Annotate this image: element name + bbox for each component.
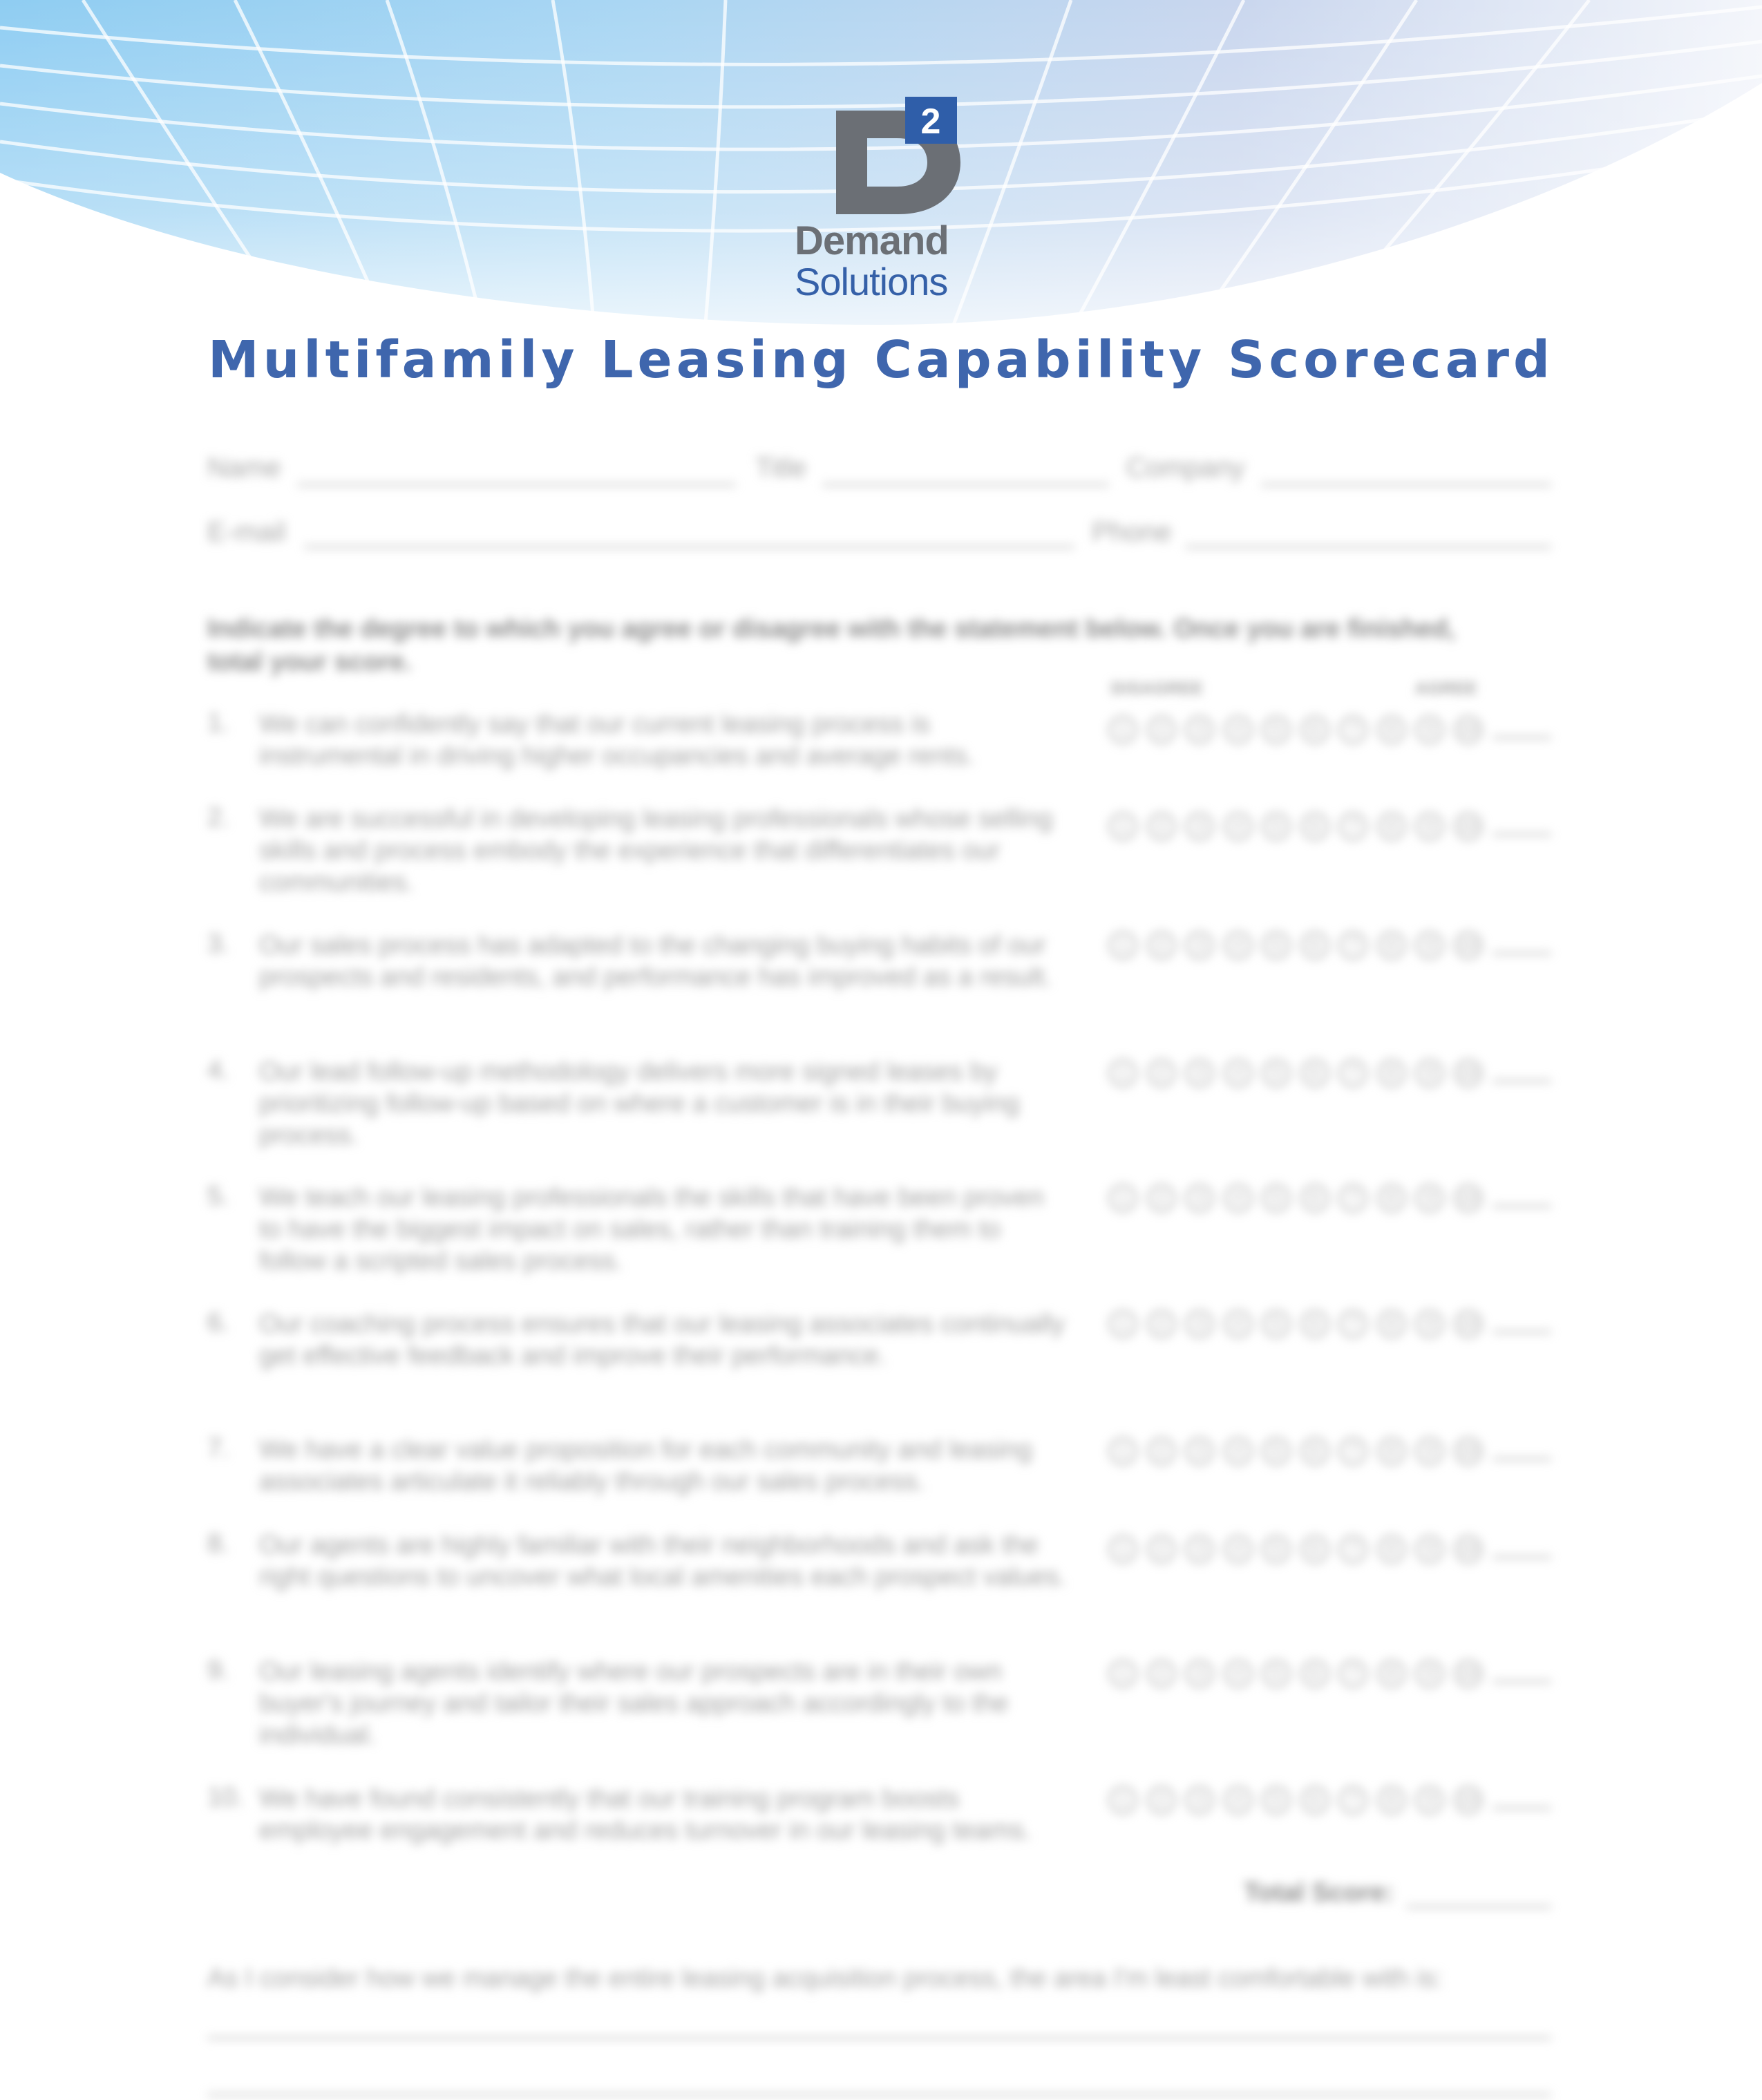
rating-option[interactable]: 10 (1455, 716, 1482, 744)
question-number: 2. (207, 803, 229, 832)
question-text: Our sales process has adapted to the changing buying habits of our prospects and residents, and performance has improved as a result. (259, 931, 1052, 992)
score-field[interactable] (1493, 833, 1551, 835)
rating-option[interactable]: 3 (1186, 1310, 1213, 1338)
rating-option[interactable]: 1 (1109, 813, 1137, 840)
instructions-text: Indicate the degree to which you agree or disagree with the statement below. Once you are finished, total your score. (207, 614, 1456, 677)
rating-option[interactable]: 10 (1455, 1660, 1482, 1687)
rating-option[interactable]: 2 (1148, 1437, 1175, 1465)
rating-option[interactable]: 5 (1262, 1660, 1290, 1687)
total-score-label: Total Score: (1244, 1878, 1394, 1907)
rating-option[interactable]: 7 (1339, 931, 1367, 959)
rating-option[interactable]: 8 (1378, 716, 1405, 744)
question-text: Our lead follow-up methodology delivers more signed leases by prioritizing follow-up based on where a customer is in their buying process. (259, 1057, 1020, 1150)
rating-scale (1109, 1660, 1482, 1692)
rating-option[interactable]: 10 (1455, 1437, 1482, 1465)
demand-solutions-logo (795, 93, 974, 308)
rating-option[interactable]: 4 (1224, 1660, 1252, 1687)
rating-option[interactable]: 4 (1224, 1310, 1252, 1338)
question-number: 1. (207, 708, 229, 737)
scale-high-label: AGREE (1415, 679, 1478, 698)
rating-option[interactable]: 10 (1455, 1310, 1482, 1338)
rating-option[interactable]: 4 (1224, 1535, 1252, 1563)
rating-scale (1109, 1184, 1482, 1216)
rating-option[interactable]: 7 (1339, 813, 1367, 840)
rating-option[interactable]: 1 (1109, 716, 1137, 744)
rating-scale (1109, 813, 1482, 844)
rating-option[interactable]: 7 (1339, 1310, 1367, 1338)
rating-option[interactable]: 6 (1301, 931, 1329, 959)
rating-option[interactable]: 4 (1224, 1184, 1252, 1212)
rating-option[interactable]: 2 (1148, 1184, 1175, 1212)
rating-option[interactable]: 8 (1378, 813, 1405, 840)
rating-scale (1109, 931, 1482, 963)
rating-option[interactable]: 8 (1378, 1310, 1405, 1338)
rating-option[interactable]: 6 (1301, 1310, 1329, 1338)
score-field[interactable] (1493, 1556, 1551, 1558)
rating-option[interactable]: 4 (1224, 813, 1252, 840)
rating-option[interactable]: 5 (1262, 1310, 1290, 1338)
question-text: We can confidently say that our current leasing process is instrumental in driving higher occupancies and average rents. (259, 710, 975, 770)
rating-option[interactable]: 6 (1301, 1184, 1329, 1212)
rating-option[interactable]: 10 (1455, 1786, 1482, 1814)
logo-word-demand: Demand (795, 218, 949, 263)
rating-option[interactable]: 1 (1109, 1059, 1137, 1087)
scale-low-label: DISAGREE (1111, 679, 1204, 698)
answer-line[interactable] (207, 2037, 1551, 2039)
question-number: 7. (207, 1434, 229, 1463)
rating-option[interactable]: 2 (1148, 1660, 1175, 1687)
rating-option[interactable]: 9 (1416, 813, 1443, 840)
rating-option[interactable]: 3 (1186, 716, 1213, 744)
company-label: Company (1126, 453, 1245, 483)
score-field[interactable] (1493, 1681, 1551, 1683)
rating-option[interactable]: 10 (1455, 1059, 1482, 1087)
rating-option[interactable]: 10 (1455, 931, 1482, 959)
question-text: Our leasing agents identify where our prospects are in their own buyer's journey and tailor their sales approach accordingly to the individual. (259, 1657, 1009, 1750)
rating-scale (1109, 1786, 1482, 1818)
rating-option[interactable]: 7 (1339, 1059, 1367, 1087)
rating-option[interactable]: 5 (1262, 813, 1290, 840)
rating-option[interactable]: 1 (1109, 1535, 1137, 1563)
rating-option[interactable]: 5 (1262, 1535, 1290, 1563)
rating-option[interactable]: 9 (1416, 1437, 1443, 1465)
rating-scale (1109, 1535, 1482, 1567)
rating-option[interactable]: 9 (1416, 1310, 1443, 1338)
logo-word-solutions: Solutions (795, 260, 948, 303)
rating-option[interactable]: 5 (1262, 716, 1290, 744)
rating-option[interactable]: 8 (1378, 931, 1405, 959)
closing-prompt: As I consider how we manage the entire leasing acquisition process, the area I'm least comfortable with is: (207, 1964, 1443, 1993)
rating-option[interactable]: 9 (1416, 716, 1443, 744)
company-field[interactable] (1261, 484, 1551, 486)
rating-option[interactable]: 6 (1301, 1059, 1329, 1087)
rating-option[interactable]: 3 (1186, 931, 1213, 959)
rating-scale (1109, 716, 1482, 748)
rating-option[interactable]: 3 (1186, 1059, 1213, 1087)
rating-option[interactable]: 4 (1224, 931, 1252, 959)
rating-option[interactable]: 10 (1455, 1535, 1482, 1563)
rating-option[interactable]: 8 (1378, 1059, 1405, 1087)
rating-option[interactable]: 6 (1301, 1660, 1329, 1687)
rating-option[interactable]: 1 (1109, 1437, 1137, 1465)
rating-option[interactable]: 7 (1339, 1437, 1367, 1465)
rating-option[interactable]: 6 (1301, 1786, 1329, 1814)
rating-option[interactable]: 6 (1301, 1437, 1329, 1465)
title-field[interactable] (822, 484, 1109, 486)
rating-option[interactable]: 9 (1416, 1535, 1443, 1563)
rating-option[interactable]: 5 (1262, 1437, 1290, 1465)
score-field[interactable] (1493, 737, 1551, 739)
question-number: 10. (207, 1783, 244, 1812)
rating-option[interactable]: 10 (1455, 813, 1482, 840)
phone-label: Phone (1092, 517, 1172, 547)
rating-option[interactable]: 9 (1416, 1059, 1443, 1087)
score-field[interactable] (1493, 1205, 1551, 1207)
rating-option[interactable]: 2 (1148, 1786, 1175, 1814)
rating-option[interactable]: 7 (1339, 1660, 1367, 1687)
rating-option[interactable]: 6 (1301, 1535, 1329, 1563)
rating-option[interactable]: 2 (1148, 1310, 1175, 1338)
rating-option[interactable]: 10 (1455, 1184, 1482, 1212)
rating-option[interactable]: 9 (1416, 1786, 1443, 1814)
question-number: 5. (207, 1182, 229, 1211)
answer-line[interactable] (207, 2094, 1551, 2096)
rating-scale (1109, 1310, 1482, 1342)
score-field[interactable] (1493, 1080, 1551, 1082)
rating-option[interactable]: 4 (1224, 716, 1252, 744)
question-number: 4. (207, 1056, 229, 1085)
score-field[interactable] (1493, 1458, 1551, 1460)
rating-option[interactable]: 4 (1224, 1437, 1252, 1465)
rating-option[interactable]: 7 (1339, 1786, 1367, 1814)
score-field[interactable] (1493, 952, 1551, 954)
rating-option[interactable]: 6 (1301, 716, 1329, 744)
email-label: E-mail (207, 517, 286, 547)
rating-scale (1109, 1437, 1482, 1469)
rating-option[interactable]: 7 (1339, 1535, 1367, 1563)
rating-option[interactable]: 9 (1416, 931, 1443, 959)
page-title: Multifamily Leasing Capability Scorecard (207, 330, 1555, 390)
question-text: We have a clear value proposition for each community and leasing associates articulate it reliably through our sales process. (259, 1435, 1032, 1496)
rating-option[interactable]: 1 (1109, 1310, 1137, 1338)
logo-mark-digit: 2 (920, 102, 941, 142)
rating-option[interactable]: 8 (1378, 1786, 1405, 1814)
rating-option[interactable]: 2 (1148, 813, 1175, 840)
rating-option[interactable]: 5 (1262, 1184, 1290, 1212)
rating-option[interactable]: 2 (1148, 1059, 1175, 1087)
rating-option[interactable]: 5 (1262, 931, 1290, 959)
score-field[interactable] (1493, 1807, 1551, 1809)
total-score-field[interactable] (1406, 1906, 1551, 1908)
rating-option[interactable]: 3 (1186, 1184, 1213, 1212)
question-text: We teach our leasing professionals the skills that have been proven to have the biggest impact on sales, rather than training them to follow a scripted sales process. (259, 1183, 1044, 1276)
email-field[interactable] (304, 546, 1074, 548)
rating-option[interactable]: 8 (1378, 1660, 1405, 1687)
rating-option[interactable]: 4 (1224, 1786, 1252, 1814)
rating-option[interactable]: 8 (1378, 1535, 1405, 1563)
rating-option[interactable]: 4 (1224, 1059, 1252, 1087)
rating-option[interactable]: 7 (1339, 716, 1367, 744)
question-text: Our coaching process ensures that our leasing associates continually get effective feedback and improve their performance. (259, 1309, 1065, 1370)
rating-option[interactable]: 6 (1301, 813, 1329, 840)
rating-option[interactable]: 3 (1186, 1786, 1213, 1814)
rating-option[interactable]: 1 (1109, 1786, 1137, 1814)
d2-logo-mark (836, 93, 967, 218)
score-field[interactable] (1493, 1331, 1551, 1333)
rating-option[interactable]: 3 (1186, 813, 1213, 840)
rating-option[interactable]: 1 (1109, 1660, 1137, 1687)
question-text: Our agents are highly familiar with their neighborhoods and ask the right questions to uncover what local amenities each prospect values. (259, 1531, 1067, 1591)
question-text: We have found consistently that our training program boosts employee engagement and reduces turnover in our leasing teams. (259, 1784, 1032, 1845)
question-number: 3. (207, 929, 229, 958)
rating-scale (1109, 1059, 1482, 1091)
question-number: 8. (207, 1529, 229, 1558)
question-number: 6. (207, 1308, 229, 1337)
name-label: Name (207, 453, 281, 483)
question-number: 9. (207, 1656, 229, 1685)
rating-option[interactable]: 9 (1416, 1184, 1443, 1212)
rating-option[interactable]: 2 (1148, 931, 1175, 959)
rating-option[interactable]: 2 (1148, 716, 1175, 744)
phone-field[interactable] (1185, 546, 1551, 548)
rating-option[interactable]: 1 (1109, 931, 1137, 959)
rating-option[interactable]: 1 (1109, 1184, 1137, 1212)
rating-option[interactable]: 7 (1339, 1184, 1367, 1212)
question-text: We are successful in developing leasing professionals whose selling skills and process embody the experience that differentiates our communities. (259, 804, 1053, 897)
rating-option[interactable]: 9 (1416, 1660, 1443, 1687)
rating-option[interactable]: 8 (1378, 1184, 1405, 1212)
rating-option[interactable]: 2 (1148, 1535, 1175, 1563)
rating-option[interactable]: 3 (1186, 1535, 1213, 1563)
rating-option[interactable]: 3 (1186, 1437, 1213, 1465)
name-field[interactable] (297, 484, 736, 486)
title-label: Title (755, 453, 807, 483)
rating-option[interactable]: 5 (1262, 1059, 1290, 1087)
rating-option[interactable]: 3 (1186, 1660, 1213, 1687)
rating-option[interactable]: 8 (1378, 1437, 1405, 1465)
rating-option[interactable]: 5 (1262, 1786, 1290, 1814)
